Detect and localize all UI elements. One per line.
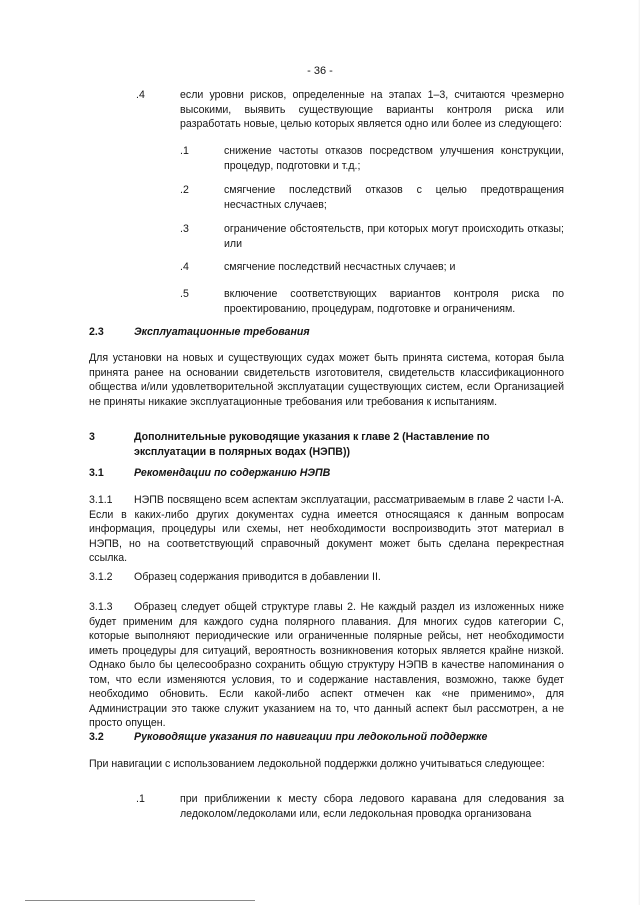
scan-edge-line bbox=[25, 900, 255, 901]
paragraph: При навигации с использованием ледокольной поддержки должно учитываться следующее: bbox=[89, 758, 545, 770]
item-number: .1 bbox=[136, 793, 145, 805]
section-title: Эксплуатационные требования bbox=[134, 326, 310, 338]
section-number: 2.3 bbox=[89, 326, 104, 338]
subitem-text: смягчение последствий несчастных случаев; и bbox=[224, 261, 456, 273]
paragraph-number: 3.1.1 bbox=[89, 494, 113, 506]
subitem-text: ограничение обстоятельств, при которых могут происходить отказы; или bbox=[224, 223, 564, 250]
subitem-number: .1 bbox=[180, 145, 189, 157]
subitem-number: .3 bbox=[180, 223, 189, 235]
paragraph-number: 3.1.3 bbox=[89, 601, 113, 613]
subitem-number: .4 bbox=[180, 261, 189, 273]
paragraph: Для установки на новых и существующих судах может быть принята система, которая была принята ранее на основании свидетельств изготовителя, свидетельств классификационного общества и/или удовлетворительной эксплуатации существующих систем, если Организацией не приняты никакие эксплуатационные требования или требования к испытаниям. bbox=[89, 352, 564, 408]
section-number: 3.2 bbox=[89, 731, 104, 743]
section-title: Руководящие указания по навигации при ледокольной поддержке bbox=[134, 731, 488, 743]
paragraph bbox=[89, 493, 564, 566]
chapter-number: 3 bbox=[89, 431, 95, 443]
paragraph bbox=[89, 600, 564, 731]
section-number: 3.1 bbox=[89, 467, 104, 479]
subitem-number: .5 bbox=[180, 288, 189, 300]
paragraph-text: Образец содержания приводится в добавлении II. bbox=[134, 571, 381, 583]
item-number: .4 bbox=[136, 89, 145, 101]
chapter-title: Дополнительные руководящие указания к главе 2 (Наставление по эксплуатации в полярных водах (НЭПВ)) bbox=[134, 431, 490, 458]
subitem-number: .2 bbox=[180, 184, 189, 196]
paragraph bbox=[89, 570, 564, 585]
subitem-text: снижение частоты отказов посредством улучшения конструкции, процедур, подготовки и т.д.; bbox=[224, 145, 564, 172]
paragraph-text: Образец следует общей структуре главы 2. Не каждый раздел из изложенных ниже будет применим для каждого судна полярного плавания. Для многих судов категории С, которые выполняют периодические или ограниченные полярные рейсы, нет необходимости иметь процедуры для ситуаций, вероятность возникновения которых является крайне низкой. Однако было бы целесообразно сохранить общую структуру НЭПВ в качестве напоминания о том, что если изменяются условия, то и содержание наставления, возможно, также будет необходимо обновить. Если какой-либо аспект отмечен как «не применимо», для Администрации это также служит указанием на то, что данный аспект был рассмотрен, а не просто опущен. bbox=[89, 601, 564, 729]
section-title: Рекомендации по содержанию НЭПВ bbox=[134, 467, 331, 479]
subitem-text: включение соответствующих вариантов контроля риска по проектированию, процедурам, подготовке и ограничениям. bbox=[224, 288, 564, 315]
item-text: при приближении к месту сбора ледового каравана для следования за ледоколом/ледоколами или, если ледокольная проводка организована bbox=[180, 793, 564, 820]
paragraph-number: 3.1.2 bbox=[89, 571, 113, 583]
subitem-text: смягчение последствий отказов с целью предотвращения несчастных случаев; bbox=[224, 184, 564, 211]
page-number: - 36 - bbox=[307, 65, 333, 77]
paragraph-text: НЭПВ посвящено всем аспектам эксплуатации, рассматриваемым в главе 2 части I-A. Если в каких-либо других документах судна имеется относящаяся к данным вопросам информация, процедуры или схемы, нет необходимости воспроизводить этот материал в НЭПВ, но на соответствующий справочный документ может быть сделана перекрестная ссылка. bbox=[89, 494, 564, 564]
item-text: если уровни рисков, определенные на этапах 1–3, считаются чрезмерно высокими, выявить существующие варианты контроля риска или разработать новые, целью которых является одно или более из следующего: bbox=[180, 89, 564, 130]
